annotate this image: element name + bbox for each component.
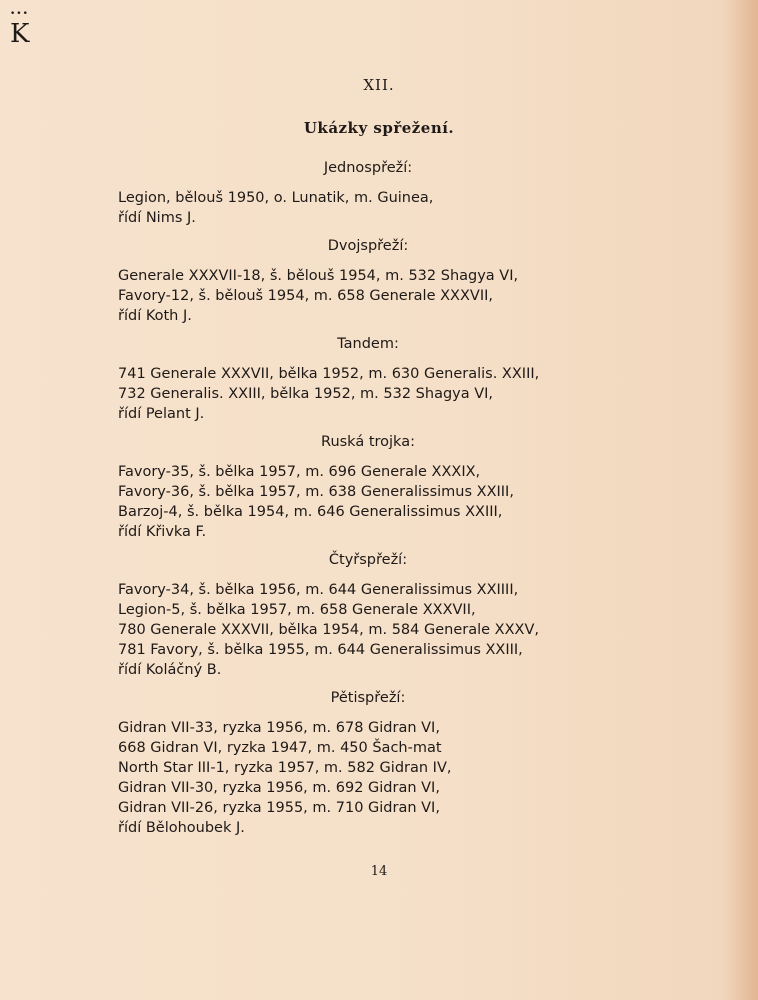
entry-line: 732 Generalis. XXIII, bělka 1952, m. 532 Shagya VI,: [118, 386, 494, 402]
logo-dots: •••: [10, 9, 29, 19]
entry-line: Favory-34, š. bělka 1956, m. 644 Generalissimus XXIIII,: [118, 582, 519, 598]
entry-line: Legion-5, š. bělka 1957, m. 658 Generale XXXVII,: [118, 602, 476, 618]
section-heading: Dvojspřeží:: [327, 238, 409, 254]
entry-line: 780 Generale XXXVII, bělka 1954, m. 584 Generale XXXV,: [118, 622, 539, 638]
entry-line: řídí Nims J.: [118, 210, 196, 226]
page-number: 14: [370, 864, 388, 879]
entry-line: 741 Generale XXXVII, bělka 1952, m. 630 Generalis. XXIII,: [118, 366, 540, 382]
entry-line: Generale XXXVII-18, š. bělouš 1954, m. 532 Shagya VI,: [118, 268, 519, 284]
section: [118, 158, 658, 228]
entry-line: řídí Koth J.: [118, 308, 192, 324]
entry-line: řídí Bělohoubek J.: [118, 820, 245, 836]
section-heading: Jednospřeží:: [323, 160, 413, 176]
section: [118, 432, 658, 542]
section-heading: Ruská trojka:: [321, 434, 415, 450]
section-heading: Tandem:: [337, 336, 399, 352]
logo-letter: K: [10, 19, 30, 49]
entry-line: 781 Favory, š. bělka 1955, m. 644 Generalissimus XXIII,: [118, 642, 523, 658]
entry-line: North Star III-1, ryzka 1957, m. 582 Gidran IV,: [118, 760, 452, 776]
entry-line: Favory-36, š. bělka 1957, m. 638 Generalissimus XXIII,: [118, 484, 514, 500]
entry-line: řídí Křivka F.: [118, 524, 207, 540]
section-heading: Čtyřspřeží:: [328, 552, 408, 568]
entry-line: Legion, bělouš 1950, o. Lunatik, m. Guinea,: [118, 190, 434, 206]
entry-line: Favory-35, š. bělka 1957, m. 696 Generale XXXIX,: [118, 464, 481, 480]
entry-line: řídí Pelant J.: [118, 406, 205, 422]
k-logo-icon: [10, 10, 32, 50]
section: [118, 550, 658, 680]
entry-line: Gidran VII-30, ryzka 1956, m. 692 Gidran VI,: [118, 780, 440, 796]
entry-line: Favory-12, š. bělouš 1954, m. 658 Generale XXXVII,: [118, 288, 493, 304]
chapter-number: XII.: [363, 76, 395, 94]
section-heading: Pětispřeží:: [330, 690, 406, 706]
section: [118, 334, 658, 424]
document-body: [118, 158, 658, 846]
page-edge-shadow: [728, 0, 758, 1000]
section: [118, 688, 658, 838]
entry-line: Gidran VII-26, ryzka 1955, m. 710 Gidran VI,: [118, 800, 440, 816]
entry-line: 668 Gidran VI, ryzka 1947, m. 450 Šach-mat: [118, 740, 442, 756]
page-title: Ukázky spřežení.: [303, 119, 455, 137]
section: [118, 236, 658, 326]
entry-line: řídí Koláčný B.: [118, 662, 222, 678]
entry-line: Barzoj-4, š. bělka 1954, m. 646 Generalissimus XXIII,: [118, 504, 503, 520]
entry-line: Gidran VII-33, ryzka 1956, m. 678 Gidran VI,: [118, 720, 440, 736]
